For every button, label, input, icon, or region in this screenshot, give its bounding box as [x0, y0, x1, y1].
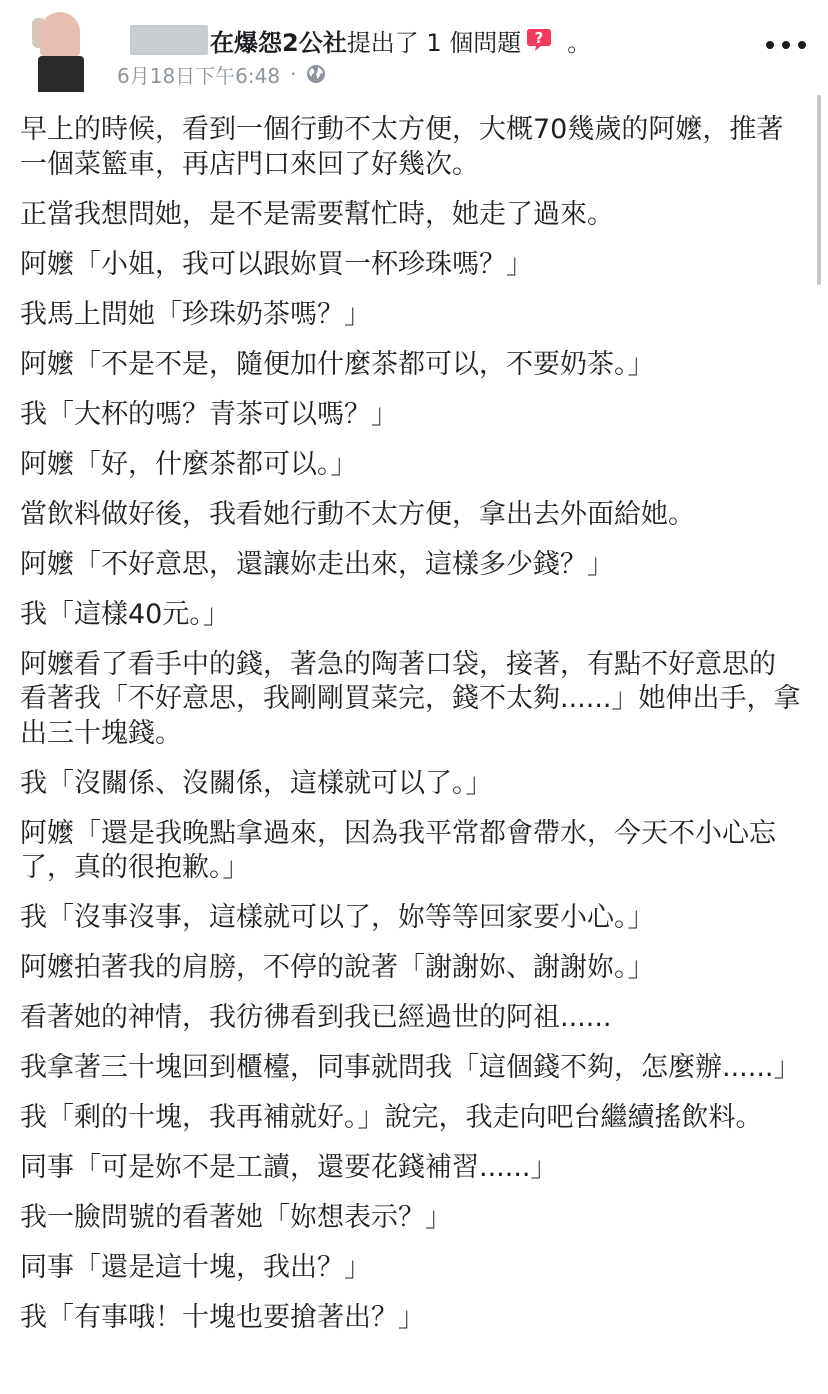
post-paragraph: 我「剩的十塊，我再補就好。」說完，我走向吧台繼續搖飲料。 — [20, 1102, 763, 1133]
post-timestamp[interactable]: 6月18日下午6:48 — [117, 63, 281, 88]
post-paragraph: 阿嬤看了看手中的錢，著急的陶著口袋，接著，有點不好意思的看著我「不好意思，我剛剛買菜完，錢不太夠......」她伸出手，拿出三十塊錢。 — [20, 648, 801, 749]
post-paragraph: 我「大杯的嗎？青茶可以嗎？」 — [20, 398, 398, 430]
post-paragraph: 我「沒事沒事，這樣就可以了，妳等等回家要小心。」 — [20, 902, 655, 933]
title-period: 。 — [567, 28, 592, 57]
post-paragraph: 當飲料做好後，我看她行動不太方便，拿出去外面給她。 — [20, 498, 695, 530]
question-mark-speech-bubble-icon — [525, 26, 553, 54]
post-paragraph: 早上的時候，看到一個行動不太方便，大概70幾歲的阿嬤，推著一個菜籃車，再店門口來回了好幾次。 — [20, 114, 784, 180]
post-paragraph: 我拿著三十塊回到櫃檯，同事就問我「這個錢不夠，怎麼辦......」 — [20, 1052, 801, 1083]
more-dot — [782, 41, 790, 49]
post-paragraph: 正當我想問她，是不是需要幫忙時，她走了過來。 — [20, 198, 614, 230]
globe-icon[interactable] — [306, 64, 326, 84]
post-paragraph: 我一臉問號的看著她「妳想表示？」 — [20, 1202, 452, 1233]
post-paragraph: 阿嬤「不好意思，還讓妳走出來，這樣多少錢？」 — [20, 548, 614, 580]
post-meta — [117, 60, 326, 88]
more-dot — [798, 41, 806, 49]
post-paragraph: 我馬上問她「珍珠奶茶嗎？」 — [20, 298, 371, 330]
redacted-author-name[interactable] — [130, 25, 208, 55]
post-paragraph: 阿嬤「小姐，我可以跟妳買一杯珍珠嗎？」 — [20, 248, 533, 280]
post-paragraph: 阿嬤「還是我晚點拿過來，因為我平常都會帶水，今天不小心忘了，真的很抱歉。」 — [20, 817, 776, 883]
post-paragraph: 我「有事哦！十塊也要搶著出？」 — [20, 1302, 425, 1333]
svg-text:?: ? — [534, 29, 544, 47]
avatar-body — [38, 56, 84, 92]
avatar-face — [40, 12, 80, 56]
post-author-line — [130, 22, 591, 58]
post-paragraph: 看著她的神情，我彷彿看到我已經過世的阿祖...... — [20, 1002, 612, 1033]
scrollbar-thumb[interactable] — [817, 95, 821, 285]
post-body — [20, 113, 802, 1351]
post-paragraph: 我「這樣40元。」 — [20, 598, 230, 630]
post-paragraph: 阿嬤拍著我的肩膀，不停的說著「謝謝妳、謝謝妳。」 — [20, 952, 655, 983]
avatar[interactable] — [32, 12, 86, 94]
post-paragraph: 同事「可是妳不是工讀，還要花錢補習......」 — [20, 1152, 558, 1183]
post-paragraph: 同事「還是這十塊，我出？」 — [20, 1252, 371, 1283]
post-paragraph: 阿嬤「不是不是，隨便加什麼茶都可以，不要奶茶。」 — [20, 348, 655, 380]
meta-separator: · — [290, 62, 297, 86]
group-name-link[interactable]: 在爆怨2公社 — [210, 28, 347, 57]
more-options-icon[interactable] — [766, 30, 806, 60]
post-header — [0, 0, 828, 100]
post-paragraph: 阿嬤「好，什麼茶都可以。」 — [20, 448, 358, 480]
post-action-text: 提出了 1 個問題 — [346, 28, 522, 57]
more-dot — [766, 41, 774, 49]
post-paragraph: 我「沒關係、沒關係，這樣就可以了。」 — [20, 767, 493, 799]
